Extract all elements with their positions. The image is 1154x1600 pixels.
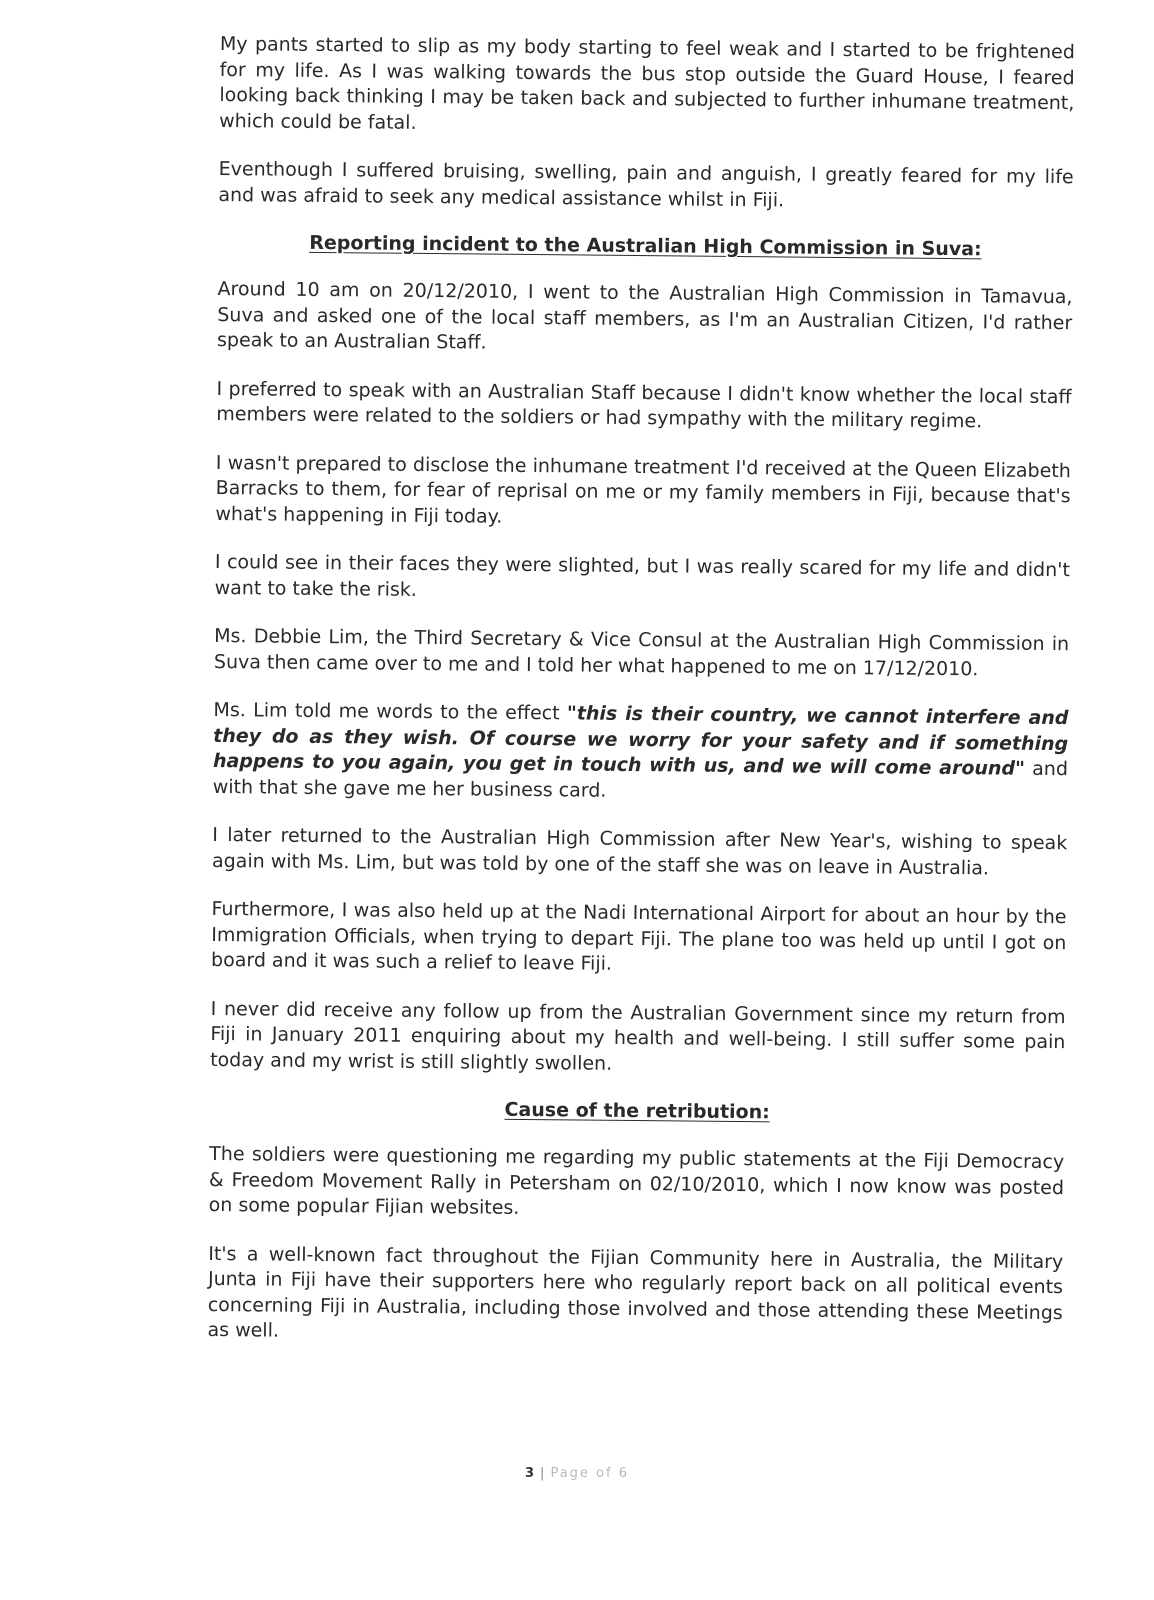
page-footer bbox=[0, 1466, 1154, 1481]
quoted-statement: "this is their country, we cannot interfere and they do as they wish. Of course we worry for your safety and if something happens to you again, you get in touch with us, and we will come around" bbox=[212, 702, 1069, 780]
paragraph: Around 10 am on 20/12/2010, I went to the Australian High Commission in Tamavua, Suva and asked one of the local staff members, as I'm an Australian Citizen, I'd rather speak to an Australian Staff. bbox=[216, 277, 1073, 354]
quote-paragraph bbox=[213, 698, 1069, 808]
paragraph: I could see in their faces they were slighted, but I was really scared for my life and didn't want to take the risk. bbox=[214, 550, 1070, 601]
paragraph: I later returned to the Australian High Commission after New Year's, wishing to speak again with Ms. Lim, but was told by one of the staff she was on leave in Australia. bbox=[211, 823, 1068, 879]
paragraph: I never did receive any follow up from the Australian Government since my return from Fiji in January 2011 enquiring about my health and well-being. I still suffer some pain today and my wrist is still slightly swollen. bbox=[210, 997, 1066, 1075]
section-heading-reporting: Reporting incident to the Australian High Commission in Suva: bbox=[309, 231, 982, 261]
paragraph: I preferred to speak with an Australian Staff because I didn't know whether the local staff members were related to the soldiers or had sympathy with the military regime. bbox=[216, 377, 1072, 433]
paragraph: The soldiers were questioning me regarding my public statements at the Fiji Democracy & Freedom Movement Rally in Petersham on 02/10/2010, which I now know was posted on some popular Fijian websites. bbox=[208, 1142, 1065, 1219]
page-number: 3 bbox=[525, 1466, 537, 1481]
page-of-label: Page of 6 bbox=[550, 1466, 629, 1481]
section-heading-cause: Cause of the retribution: bbox=[504, 1098, 770, 1124]
paragraph: My pants started to slip as my body starting to feel weak and I started to be frightened for my life. As I was walking towards the bus stop outside the Guard House, I feared looking back thinking I may be taken back and subjected to further inhumane treatment, which could be fatal. bbox=[219, 32, 1075, 134]
quote-outro: and with that she gave me her business card. bbox=[212, 757, 1069, 802]
paragraph: Ms. Debbie Lim, the Third Secretary & Vice Consul at the Australian High Commission in Suva then came over to me and I told her what happened to me on 17/12/2010. bbox=[213, 624, 1070, 680]
paragraph: Furthermore, I was also held up at the Nadi International Airport for about an hour by the Immigration Officials, when trying to depart Fiji. The plane too was held up until I got on board and it was such a relief to leave Fiji. bbox=[210, 897, 1067, 975]
paragraph: Eventhough I suffered bruising, swelling, pain and anguish, I greatly feared for my life and was afraid to seek any medical assistance whilst in Fiji. bbox=[218, 157, 1074, 211]
paragraph: It's a well-known fact throughout the Fijian Community here in Australia, the Military Junta in Fiji have their supporters here who regularly report back on all political events concerning Fiji in Australia, including those involved and those attending these Meetings as well. bbox=[207, 1242, 1064, 1342]
quote-intro: Ms. Lim told me words to the effect bbox=[213, 698, 568, 725]
footer-separator: | bbox=[540, 1466, 547, 1481]
document-page bbox=[207, 32, 1075, 1375]
paragraph: I wasn't prepared to disclose the inhumane treatment I'd received at the Queen Elizabeth Barracks to them, for fear of reprisal on me or my family members in Fiji, because that's what's happening in Fiji today. bbox=[215, 451, 1071, 528]
